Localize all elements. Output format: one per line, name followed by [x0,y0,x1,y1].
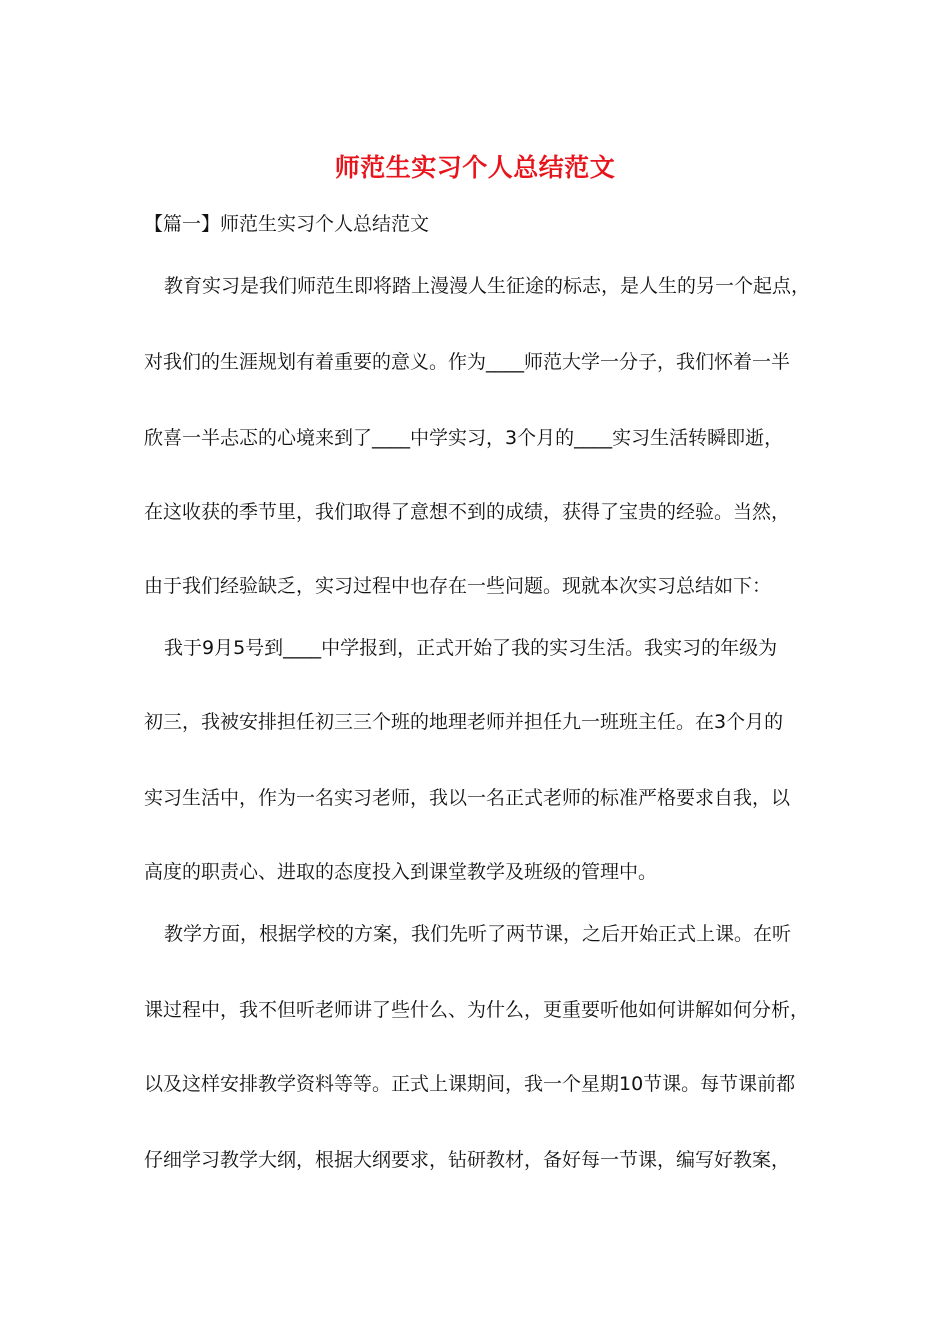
paragraph-line: 以及这样安排教学资料等等。正式上课期间，我一个星期10节课。每节课前都 [144,1073,796,1095]
paragraph-line: 欣喜一半忐忑的心境来到了____中学实习，3个月的____实习生活转瞬即逝， [144,427,784,449]
paragraph-line: 仔细学习教学大纲，根据大纲要求，钻研教材，备好每一节课，编写好教案， [144,1149,791,1171]
paragraph-line: 教学方面，根据学校的方案，我们先听了两节课，之后开始正式上课。在听 [164,923,792,945]
paragraph-line: 教育实习是我们师范生即将踏上漫漫人生征途的标志，是人生的另一个起点， [164,275,811,297]
paragraph-line: 实习生活中，作为一名实习老师，我以一名正式老师的标准严格要求自我，以 [144,787,791,809]
section-heading: 【篇一】师范生实习个人总结范文 [144,213,430,235]
paragraph-line: 在这收获的季节里，我们取得了意想不到的成绩，获得了宝贵的经验。当然， [144,501,791,523]
paragraph-line: 由于我们经验缺乏，实习过程中也存在一些问题。现就本次实习总结如下： [144,575,772,597]
paragraph-line: 我于9月5号到____中学报到，正式开始了我的实习生活。我实习的年级为 [164,637,778,659]
paragraph-line: 初三，我被安排担任初三三个班的地理老师并担任九一班班主任。在3个月的 [144,711,784,733]
paragraph-line: 对我们的生涯规划有着重要的意义。作为____师范大学一分子，我们怀着一半 [144,351,791,373]
document-title: 师范生实习个人总结范文 [334,153,616,182]
paragraph-line: 课过程中，我不但听老师讲了些什么、为什么，更重要听他如何讲解如何分析， [144,999,810,1021]
paragraph-line: 高度的职责心、进取的态度投入到课堂教学及班级的管理中。 [144,861,658,883]
